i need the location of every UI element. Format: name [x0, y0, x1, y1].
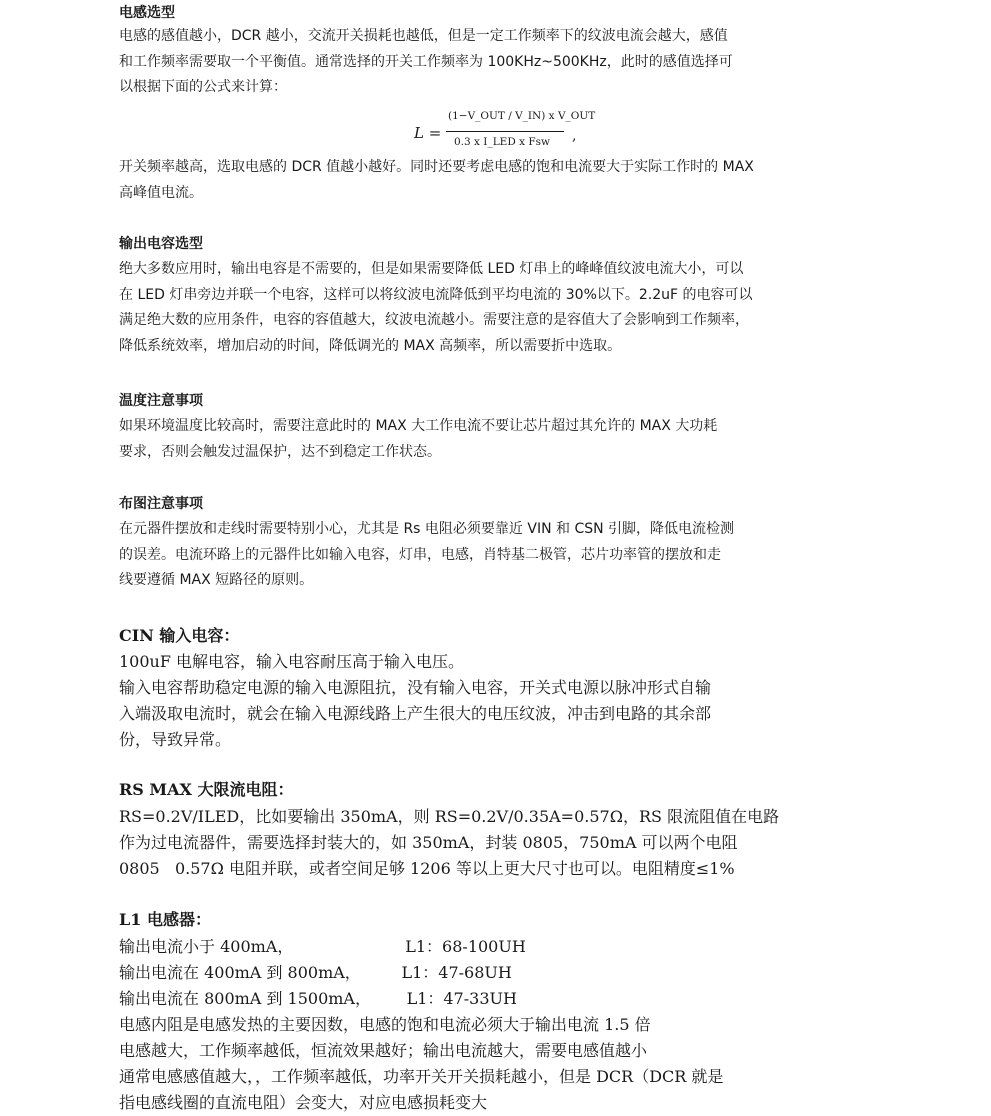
text-line: 的误差。电流环路上的元器件比如输入电容，灯串，电感，肖特基二极管，芯片功率管的摆放和走	[119, 546, 721, 563]
fraction-bar	[446, 131, 564, 132]
text-line: 输出电流在 400mA 到 800mA， L1：47-68UH	[119, 963, 512, 982]
paragraph-cin	[119, 649, 879, 753]
heading-inductor-selection: 电感选型	[119, 5, 175, 21]
text-line: 开关频率越高，选取电感的 DCR 值越小越好。同时还要考虑电感的饱和电流要大于实际工作时的 MAX	[119, 159, 754, 175]
text-line: 在元器件摆放和走线时需要特别小心，尤其是 Rs 电阻必须要靠近 VIN 和 CSN 引脚，降低电流检测	[119, 521, 735, 537]
text-line: 满足绝大数的应用条件，电容的容值越大，纹波电流越小。需要注意的是容值大了会影响到工作频率，	[119, 312, 749, 328]
paragraph-inductor-intro	[119, 24, 889, 101]
text-line: 指电感线圈的直流电阻）会变大，对应电感损耗变大	[119, 1093, 488, 1112]
text-line: 100uF 电解电容，输入电容耐压高于输入电压。	[119, 652, 465, 671]
text-line: 作为过电流器件，需要选择封装大的，如 350mA，封装 0805，750mA 可以两个电阻	[119, 833, 738, 852]
heading-layout: 布图注意事项	[119, 496, 203, 512]
text-line: 在 LED 灯串旁边并联一个电容，这样可以将纹波电流降低到平均电流的 30%以下。2.2uF 的电容可以	[119, 286, 753, 303]
text-line: 通常电感感值越大，，工作频率越低，功率开关开关损耗越小，但是 DCR（DCR 就是	[119, 1067, 724, 1086]
text-line: 和工作频率需要取一个平衡值。通常选择的开关工作频率为 100KHz~500KHz，此时的感值选择可	[119, 53, 733, 70]
text-line: 0805 0.57Ω 电阻并联，或者空间足够 1206 等以上更大尺寸也可以。电阻精度≤1%	[119, 859, 735, 878]
paragraph-output-capacitor	[119, 257, 889, 359]
formula-lhs: L =	[414, 124, 442, 142]
formula-denominator: 0.3 x I_LED x Fsw	[454, 136, 551, 148]
text-line: 电感内阻是电感发热的主要因数，电感的饱和电流必须大于输出电流 1.5 倍	[119, 1015, 651, 1034]
text-line: 输入电容帮助稳定电源的输入电源阻抗，没有输入电容，开关式电源以脉冲形式自输	[119, 678, 712, 697]
inductance-formula	[414, 106, 596, 156]
heading-temperature: 温度注意事项	[119, 393, 203, 409]
text-line: 输出电流在 800mA 到 1500mA， L1：47-33UH	[119, 989, 517, 1008]
formula-comma: ,	[572, 128, 577, 144]
text-line: 入端汲取电流时，就会在输入电源线路上产生很大的电压纹波，冲击到电路的其余部	[119, 704, 712, 723]
paragraph-l1	[119, 934, 879, 1116]
text-line: 线要遵循 MAX 短路径的原则。	[119, 572, 314, 588]
text-line: 如果环境温度比较高时，需要注意此时的 MAX 大工作电流不要让芯片超过其允许的 MAX 大功耗	[119, 418, 718, 434]
text-line: 高峰值电流。	[119, 184, 203, 201]
text-line: 降低系统效率，增加启动的时间，降低调光的 MAX 高频率，所以需要折中选取。	[119, 337, 622, 354]
text-line: 绝大多数应用时，输出电容是不需要的，但是如果需要降低 LED 灯串上的峰峰值纹波电流大小，可以	[119, 261, 744, 277]
paragraph-layout	[119, 517, 889, 594]
text-line: 以根据下面的公式来计算：	[119, 79, 287, 95]
text-line: 电感的感值越小，DCR 越小，交流开关损耗也越低，但是一定工作频率下的纹波电流会越大，感值	[119, 28, 728, 44]
paragraph-inductor-dcr	[119, 155, 889, 206]
text-line: 输出电流小于 400mA， L1：68-100UH	[119, 937, 526, 956]
heading-output-capacitor: 输出电容选型	[119, 236, 203, 252]
paragraph-rs	[119, 804, 879, 882]
text-line: 份，导致异常。	[119, 730, 232, 749]
formula-numerator	[448, 110, 595, 122]
formula-numerator-text: (1−V_OUT / V_IN) x V_OUT	[448, 110, 596, 122]
heading-l1: L1 电感器：	[119, 910, 211, 929]
paragraph-temperature	[119, 414, 889, 465]
text-line: 要求，否则会触发过温保护，达不到稳定工作状态。	[119, 443, 441, 460]
text-line: RS=0.2V/ILED，比如要输出 350mA，则 RS=0.2V/0.35A=0.57Ω，RS 限流阻值在电路	[119, 807, 780, 826]
text-line: 电感越大，工作频率越低，恒流效果越好；输出电流越大，需要电感值越小	[119, 1041, 648, 1060]
heading-rs: RS MAX 大限流电阻：	[119, 780, 294, 799]
heading-cin: CIN 输入电容：	[119, 626, 240, 645]
